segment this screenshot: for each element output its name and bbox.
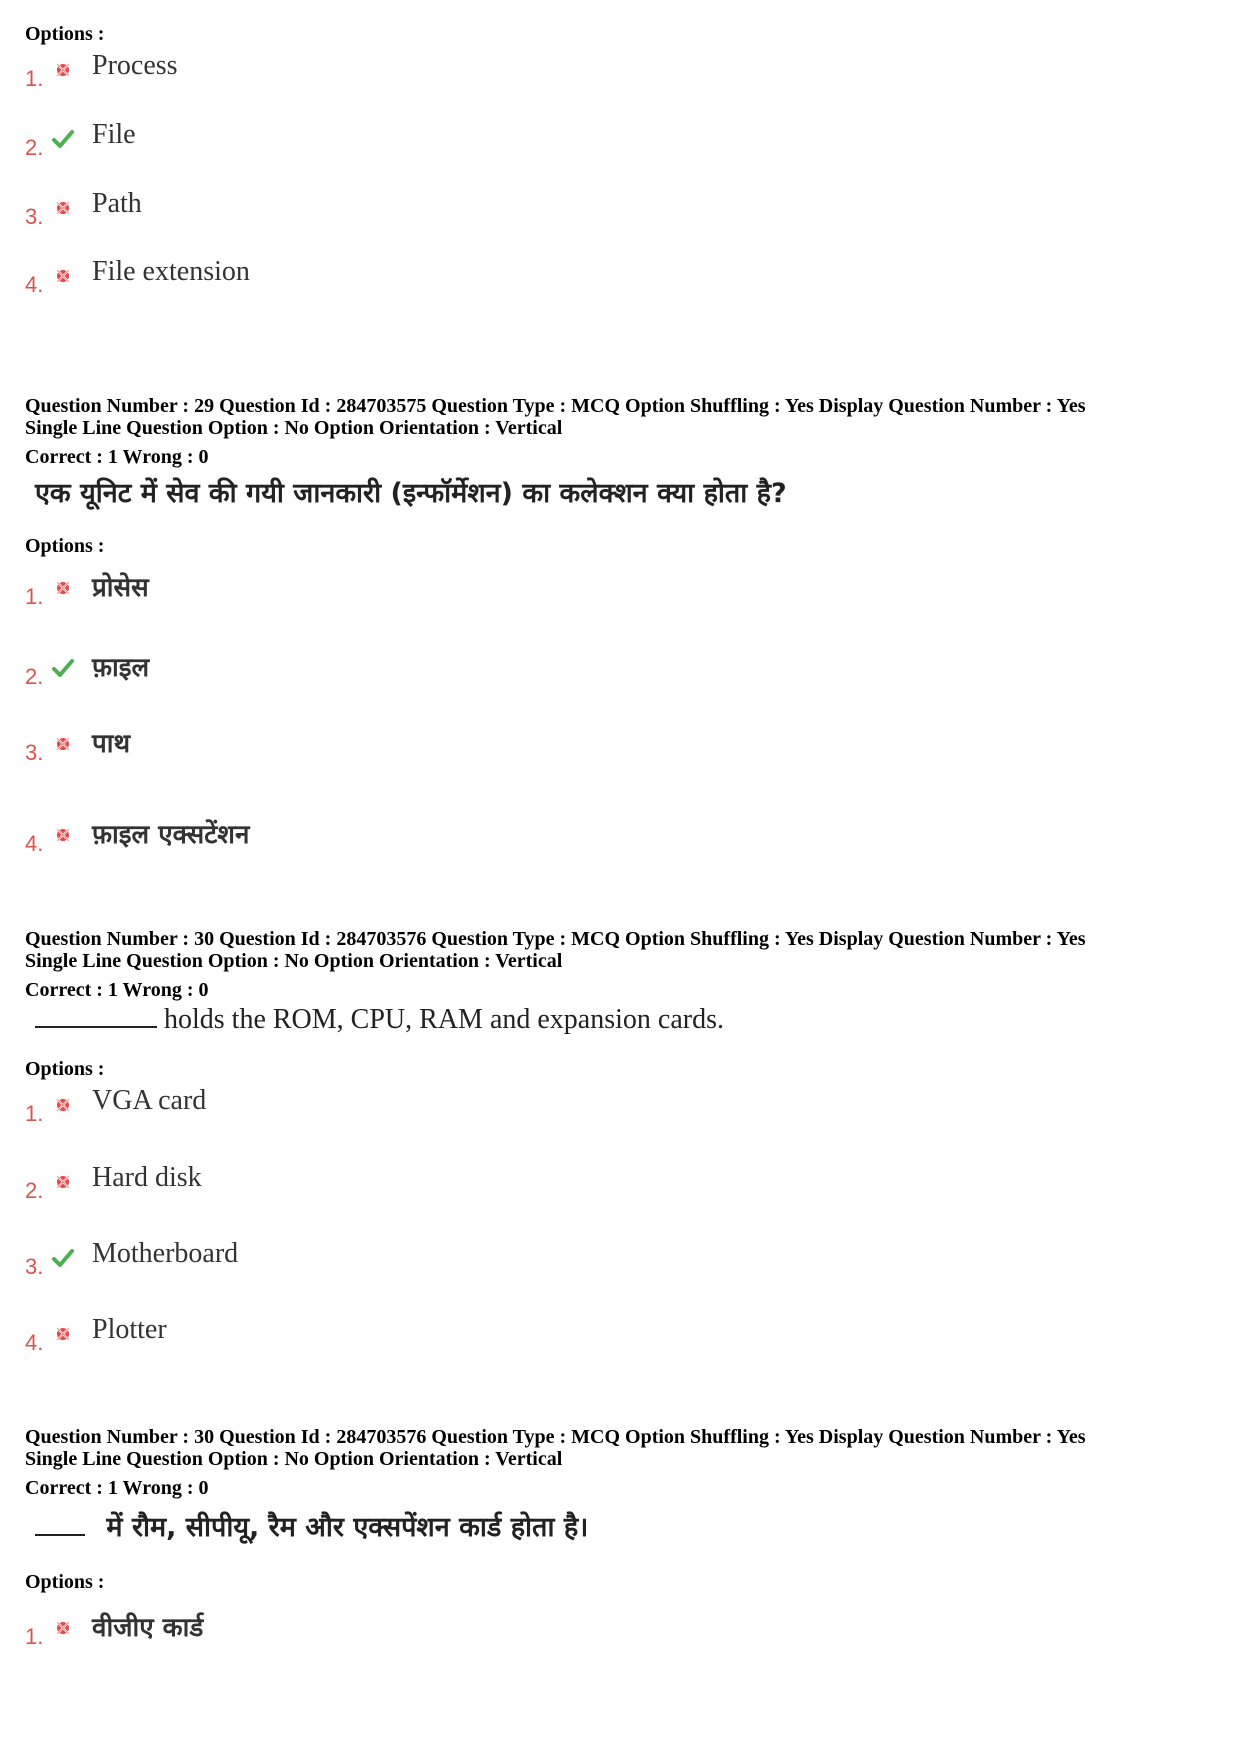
wrong-cross-icon: [51, 264, 75, 288]
score-line: Correct : 1 Wrong : 0: [25, 979, 209, 1001]
option-text: पाथ: [92, 729, 131, 759]
option-text: Hard disk: [92, 1162, 202, 1193]
q30-hi-options-label: [25, 1571, 1220, 1593]
option-text: Process: [92, 50, 178, 81]
options-label: Options :: [25, 1058, 105, 1080]
wrong-cross-icon: [51, 58, 75, 82]
wrong-cross-icon: [51, 1170, 75, 1194]
option-text: VGA card: [92, 1085, 207, 1116]
answer-blank: [35, 1026, 157, 1028]
options-label: Options :: [25, 535, 105, 557]
option-number: 4.: [25, 272, 44, 297]
q28-options-label: [25, 23, 1220, 45]
option-number: 3.: [25, 1254, 44, 1279]
option-text: File: [92, 119, 136, 150]
q30-en-options-label: [25, 1058, 1220, 1080]
wrong-cross-icon: [51, 1093, 75, 1117]
correct-check-icon: [51, 656, 75, 680]
option-text: Motherboard: [92, 1238, 239, 1269]
option-number: 3.: [25, 740, 44, 765]
wrong-cross-icon: [51, 1616, 75, 1640]
wrong-cross-icon: [51, 732, 75, 756]
option-number: 1.: [25, 1624, 44, 1649]
option-number: 1.: [25, 66, 44, 91]
score-line: Correct : 1 Wrong : 0: [25, 446, 209, 468]
correct-check-icon: [51, 127, 75, 151]
wrong-cross-icon: [51, 823, 75, 847]
q30-hi-question: [25, 1511, 1220, 1545]
q29-question: [25, 477, 1220, 511]
option-number: 2.: [25, 1178, 44, 1203]
option-text: फ़ाइल एक्सटेंशन: [92, 820, 250, 850]
option-text: वीजीए कार्ड: [92, 1613, 204, 1643]
option-number: 2.: [25, 135, 44, 160]
question-text: में रौम, सीपीयू, रैम और एक्सपेंशन कार्ड होता है।: [106, 1512, 589, 1543]
option-number: 4.: [25, 1330, 44, 1355]
question-meta-line-2: Single Line Question Option : No Option Orientation : Vertical: [25, 417, 563, 439]
q30-en-header: [25, 928, 1220, 1001]
q30-en-question: [25, 1003, 1220, 1037]
wrong-cross-icon: [51, 576, 75, 600]
option-number: 1.: [25, 584, 44, 609]
q30-hi-header: [25, 1426, 1220, 1499]
q29-options-label: [25, 535, 1220, 557]
wrong-cross-icon: [51, 1322, 75, 1346]
question-meta-line-1: Question Number : 30 Question Id : 284703576 Question Type : MCQ Option Shuffling : Yes Display Question Number : Yes: [25, 928, 1086, 950]
question-meta-line-1: Question Number : 30 Question Id : 284703576 Question Type : MCQ Option Shuffling : Yes Display Question Number : Yes: [25, 1426, 1086, 1448]
question-meta-line-2: Single Line Question Option : No Option Orientation : Vertical: [25, 1448, 563, 1470]
wrong-cross-icon: [51, 196, 75, 220]
option-number: 4.: [25, 831, 44, 856]
option-number: 2.: [25, 664, 44, 689]
answer-blank: [35, 1534, 85, 1536]
question-text: एक यूनिट में सेव की गयी जानकारी (इन्फॉर्मेशन) का कलेक्शन क्या होता है?: [35, 478, 787, 509]
option-text: प्रोसेस: [92, 573, 149, 603]
options-label: Options :: [25, 1571, 105, 1593]
q29-header: [25, 395, 1220, 468]
question-meta-line-2: Single Line Question Option : No Option Orientation : Vertical: [25, 950, 563, 972]
option-text: Path: [92, 188, 142, 219]
option-text: फ़ाइल: [92, 653, 150, 683]
option-number: 3.: [25, 204, 44, 229]
correct-check-icon: [51, 1246, 75, 1270]
option-number: 1.: [25, 1101, 44, 1126]
question-meta-line-1: Question Number : 29 Question Id : 284703575 Question Type : MCQ Option Shuffling : Yes Display Question Number : Yes: [25, 395, 1086, 417]
option-text: Plotter: [92, 1314, 167, 1345]
score-line: Correct : 1 Wrong : 0: [25, 1477, 209, 1499]
option-text: File extension: [92, 256, 250, 287]
options-label: Options :: [25, 23, 105, 45]
question-text: holds the ROM, CPU, RAM and expansion cards.: [164, 1004, 724, 1035]
